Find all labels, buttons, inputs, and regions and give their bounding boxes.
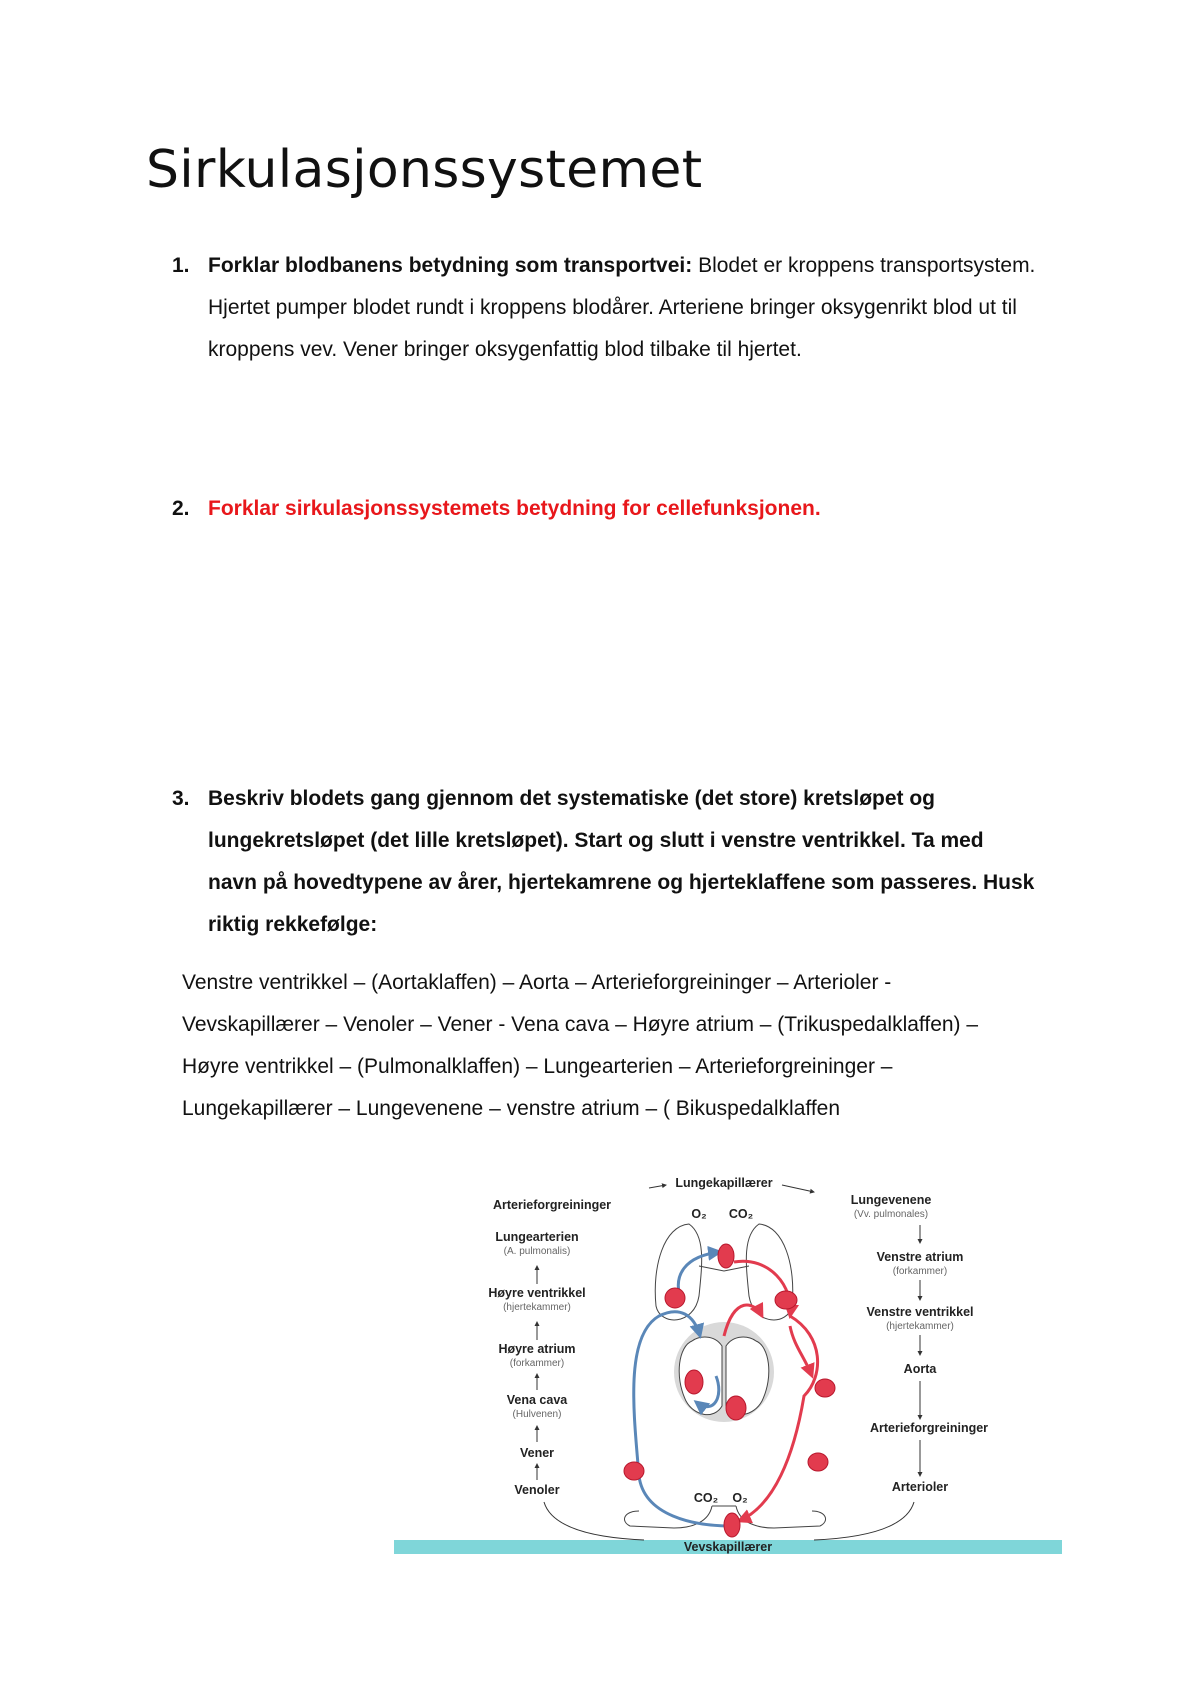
question-heading: Forklar sirkulasjonssystemets betydning for cellefunksjonen. (208, 497, 821, 520)
label-venstre-atrium: Venstre atrium (876, 1250, 964, 1264)
label-arterieforgreininger-top: Arterieforgreininger (492, 1198, 612, 1212)
label-o2-bottom: O₂ (732, 1491, 748, 1505)
sub-lungearterien: (A. pulmonalis) (503, 1246, 571, 1257)
sub-vena-cava: (Hulvenen) (512, 1409, 562, 1420)
label-hoyre-ventrikkel: Høyre ventrikkel (488, 1286, 586, 1300)
right-column (851, 1193, 988, 1494)
circulation-diagram (394, 1176, 1062, 1560)
label-vevskapillaerer: Vevskapillærer (683, 1540, 773, 1554)
label-venoler: Venoler (514, 1483, 560, 1497)
label-lungevenene: Lungevenene (850, 1193, 932, 1207)
label-vener: Vener (519, 1446, 555, 1460)
label-hoyre-atrium: Høyre atrium (498, 1342, 576, 1356)
answer-3-text: Venstre ventrikkel – (Aortaklaffen) – Aorta – Arterieforgreininger – Arterioler - Vevskapillærer – Venoler – Vener - Vena cava – Høyre atrium – (Trikuspedalklaffen) – Høyre ventrikkel – (Pulmonalklaffen) – Lungearterien – Arterieforgreininger – Lungekapillærer – Lungevenene – venstre atrium – ( Bikuspedalklaffen (182, 971, 979, 1120)
label-co2-top: CO₂ (728, 1207, 754, 1221)
label-aorta: Aorta (903, 1362, 937, 1376)
question-number: 2. (172, 497, 190, 520)
sub-hoyre-atrium: (forkammer) (509, 1358, 565, 1369)
label-lungearterien: Lungearterien (495, 1230, 579, 1244)
label-lungekapillaerer: Lungekapillærer (675, 1176, 773, 1190)
sub-lungevenene: (Vv. pulmonales) (853, 1209, 929, 1220)
label-o2-top: O₂ (691, 1207, 707, 1221)
question-heading: Beskriv blodets gang gjennom det systematiske (det store) kretsløpet og lungekretsløpet (det lille kretsløpet). Start og slutt i venstre ventrikkel. Ta med navn på hovedtypene av årer, hjertekamrene og hjerteklaffene som passeres. Husk riktig rekkefølge: (208, 787, 1035, 936)
question-number: 1. (172, 254, 190, 277)
question-number: 3. (172, 787, 190, 810)
label-co2-bottom: CO₂ (693, 1491, 719, 1505)
question-body (208, 245, 1038, 371)
sub-venstre-ventrikkel: (hjertekammer) (886, 1321, 954, 1332)
label-arterioler: Arterioler (891, 1480, 949, 1494)
label-vena-cava: Vena cava (506, 1393, 568, 1407)
sub-hoyre-ventrikkel: (hjertekammer) (503, 1302, 571, 1313)
page-title: Sirkulasjonssystemet (146, 140, 703, 200)
label-venstre-ventrikkel: Venstre ventrikkel (866, 1305, 974, 1319)
sub-venstre-atrium: (forkammer) (892, 1266, 948, 1277)
question-heading: Forklar blodbanens betydning som transportvei: (208, 254, 693, 277)
label-arterieforgreininger-right: Arterieforgreininger (869, 1421, 989, 1435)
answer-text: Blodet er kroppens transportsystem. Hjertet pumper blodet rundt i kroppens blodårer. Arteriene bringer oksygenrikt blod ut til kroppens vev. Vener bringer oksygenfattig blod tilbake til hjertet. (208, 254, 1036, 361)
left-column (488, 1230, 585, 1497)
